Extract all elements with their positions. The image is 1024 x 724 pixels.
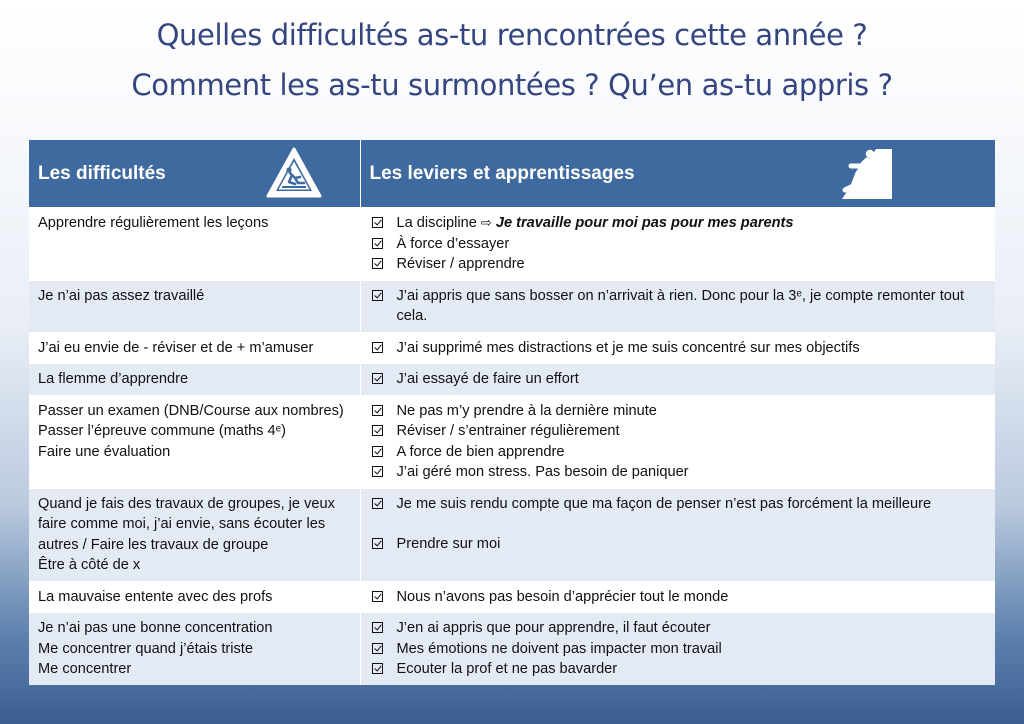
lever-item bbox=[370, 421, 987, 442]
difficulty-cell bbox=[29, 364, 360, 396]
difficulty-text: J’ai eu envie de - réviser et de + m’amuser bbox=[38, 339, 314, 356]
difficulty-text: Quand je fais des travaux de groupes, je veux faire comme moi, j’ai envie, sans écouter les autres / Faire les travaux de groupe bbox=[38, 495, 335, 553]
lever-text: Je me suis rendu compte que ma façon de penser n’est pas forcément la meilleure bbox=[396, 495, 932, 512]
lever-text: J’ai appris que sans bosser on n’arrivait à rien. Donc pour la 3ᵉ, je compte remonter tout cela. bbox=[396, 287, 965, 324]
difficulty-text: Apprendre régulièrement les leçons bbox=[38, 215, 269, 231]
table-header-row bbox=[29, 140, 995, 208]
checked-box-icon bbox=[372, 425, 383, 436]
checked-box-icon bbox=[372, 498, 383, 509]
lever-text: Ne pas m’y prendre à la dernière minute bbox=[396, 402, 657, 419]
difficulty-text: La flemme d’apprendre bbox=[38, 371, 189, 387]
difficulty-cell bbox=[29, 488, 360, 581]
lever-text: J’ai géré mon stress. Pas besoin de paniquer bbox=[396, 464, 689, 480]
lever-item bbox=[370, 213, 987, 234]
slippery-floor-warning-icon bbox=[265, 146, 323, 200]
lever-text: Réviser / apprendre bbox=[396, 256, 525, 272]
header-difficulties-label: Les difficultés bbox=[38, 162, 166, 184]
lever-item bbox=[370, 369, 987, 390]
lever-item bbox=[370, 462, 987, 483]
lever-text: Nous n’avons pas besoin d’apprécier tout le monde bbox=[396, 588, 729, 605]
difficulty-text: Je n’ai pas assez travaillé bbox=[38, 287, 205, 304]
levers-cell bbox=[360, 488, 995, 581]
lever-text: A force de bien apprendre bbox=[396, 443, 565, 460]
levers-cell bbox=[360, 581, 995, 613]
checked-box-icon bbox=[372, 342, 383, 353]
lever-text: À force d’essayer bbox=[396, 235, 510, 252]
lever-item bbox=[370, 639, 987, 660]
lever-item bbox=[370, 286, 987, 327]
lever-item bbox=[370, 534, 987, 555]
difficulty-cell bbox=[29, 581, 360, 613]
header-difficulties bbox=[29, 140, 360, 208]
table-row bbox=[29, 208, 995, 281]
lever-item bbox=[370, 587, 987, 608]
difficulty-cell bbox=[29, 280, 360, 332]
table-row bbox=[29, 280, 995, 332]
lever-item bbox=[370, 659, 987, 680]
checked-box-icon bbox=[372, 373, 383, 384]
lever-text: Mes émotions ne doivent pas impacter mon travail bbox=[396, 640, 722, 657]
table-row bbox=[29, 613, 995, 685]
checked-box-icon bbox=[372, 663, 383, 674]
title-line-1: Quelles difficultés as-tu rencontrées cette année ? bbox=[156, 18, 868, 52]
table-row bbox=[29, 364, 995, 396]
difficulty-text: La mauvaise entente avec des profs bbox=[38, 588, 273, 605]
table-row bbox=[29, 332, 995, 364]
levers-cell bbox=[360, 332, 995, 364]
lever-item bbox=[370, 494, 987, 515]
checked-box-icon bbox=[372, 217, 383, 228]
header-levers bbox=[360, 140, 995, 208]
levers-cell bbox=[360, 364, 995, 396]
header-levers-label: Les leviers et apprentissages bbox=[369, 162, 635, 184]
checked-box-icon bbox=[372, 466, 383, 477]
lever-text: J’ai supprimé mes distractions et je me suis concentré sur mes objectifs bbox=[396, 339, 860, 356]
lever-item bbox=[370, 442, 987, 463]
lever-text: La discipline bbox=[396, 215, 477, 231]
table-row bbox=[29, 581, 995, 613]
lever-item bbox=[370, 618, 987, 639]
lever-text: J’ai essayé de faire un effort bbox=[396, 371, 579, 387]
difficulty-text: Passer un examen (DNB/Course aux nombres) bbox=[38, 402, 344, 419]
lever-item bbox=[370, 254, 987, 275]
lever-text: Ecouter la prof et ne pas bavarder bbox=[396, 661, 618, 677]
difficulty-text: Me concentrer quand j’étais triste bbox=[38, 640, 253, 657]
difficulty-cell bbox=[29, 332, 360, 364]
difficulty-cell bbox=[29, 208, 360, 281]
levers-cell bbox=[360, 395, 995, 488]
checked-box-icon bbox=[372, 622, 383, 633]
checked-box-icon bbox=[372, 591, 383, 602]
difficulty-cell bbox=[29, 395, 360, 488]
page-title bbox=[0, 10, 1024, 110]
levers-cell bbox=[360, 613, 995, 685]
title-line-2: Comment les as-tu surmontées ? Qu’en as-tu appris ? bbox=[131, 68, 893, 102]
climbing-person-icon bbox=[839, 146, 895, 202]
lever-item bbox=[370, 401, 987, 422]
checked-box-icon bbox=[372, 643, 383, 654]
difficulty-text: Faire une évaluation bbox=[38, 443, 171, 460]
checked-box-icon bbox=[372, 258, 383, 269]
checked-box-icon bbox=[372, 446, 383, 457]
lever-text: J’en ai appris que pour apprendre, il faut écouter bbox=[396, 620, 711, 636]
checked-box-icon bbox=[372, 405, 383, 416]
levers-cell bbox=[360, 280, 995, 332]
lever-item bbox=[370, 338, 987, 359]
difficulty-text: Me concentrer bbox=[38, 661, 132, 677]
checked-box-icon bbox=[372, 538, 383, 549]
table-row bbox=[29, 488, 995, 581]
levers-cell bbox=[360, 208, 995, 281]
difficulty-text: Je n’ai pas une bonne concentration bbox=[38, 620, 273, 636]
difficulty-cell bbox=[29, 613, 360, 685]
difficulties-table bbox=[29, 140, 995, 685]
lever-text: Prendre sur moi bbox=[396, 536, 501, 552]
checked-box-icon bbox=[372, 238, 383, 249]
table-row bbox=[29, 395, 995, 488]
difficulty-text: Passer l’épreuve commune (maths 4ᵉ) bbox=[38, 423, 286, 439]
lever-item bbox=[370, 234, 987, 255]
lever-text: Réviser / s’entrainer régulièrement bbox=[396, 423, 620, 439]
lever-emphasis-text: Je travaille pour moi pas pour mes parents bbox=[495, 215, 794, 231]
right-arrow-icon: ⇨ bbox=[480, 215, 492, 230]
checked-box-icon bbox=[372, 290, 383, 301]
difficulty-text: Être à côté de x bbox=[38, 557, 141, 573]
